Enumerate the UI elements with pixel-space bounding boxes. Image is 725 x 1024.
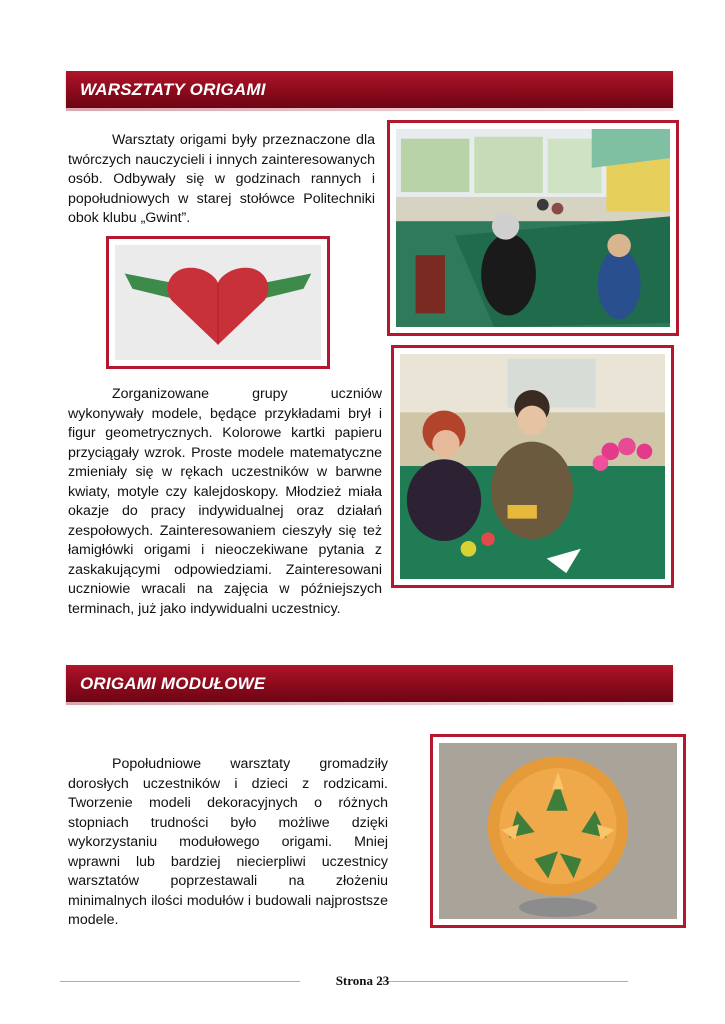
- section-banner-origami-modulowe: [66, 665, 673, 702]
- groups-paragraph: Zorganizowane grupy uczniów wykonywały modele, będące przykładami brył i figur geometrycznych. Kolorowe kartki papieru przyciągały wzrok. Proste modele matematyczne zmieniały się w rękach uczestników w barwne kwiaty, motyle czy kalejdoskopy. Młodzież miała okazje do pracy indywidualnej oraz działań zespołowych. Zainteresowaniem cieszyły się też łamigłówki origami i nieoczekiwane pytania z zaskakującymi odpowiedziami. Zainteresowani uczniowie wracali na zajęcia w późniejszych terminach, już jako indywidualni uczestnicy.: [68, 386, 382, 617]
- section-title: WARSZTATY ORIGAMI: [80, 80, 266, 99]
- modular-origami-image: [439, 743, 677, 919]
- origami-heart-image: [115, 245, 321, 360]
- section-banner-warsztaty: [66, 71, 673, 108]
- modular-paragraph: Popołudniowe warsztaty gromadziły dorosłych uczestników i dzieci z rodzicami. Tworzenie modeli dekoracyjnych o różnych stopniach trudności było możliwe dzięki wykorzystaniu modułowego origami. Mniej wprawni lub bardziej niecierpliwi uczestnicy warsztatów poprzestawali na złożeniu minimalnych ilości modułów i budowali najprostsze modele.: [68, 756, 388, 928]
- photo-workshop-room: [387, 120, 679, 336]
- photo-modular-origami: [430, 734, 686, 928]
- photo-participants: [391, 345, 674, 588]
- page-number: Strona 23: [335, 973, 390, 988]
- participants-image: [400, 354, 665, 579]
- section-title: ORIGAMI MODUŁOWE: [80, 674, 266, 693]
- photo-origami-heart: [106, 236, 330, 369]
- intro-paragraph: Warsztaty origami były przeznaczone dla twórczych nauczycieli i innych zainteresowanych osób. Odbywały się w godzinach rannych i popołudniowych w starej stołówce Politechniki obok klubu „Gwint”.: [68, 132, 375, 226]
- workshop-room-image: [396, 129, 670, 327]
